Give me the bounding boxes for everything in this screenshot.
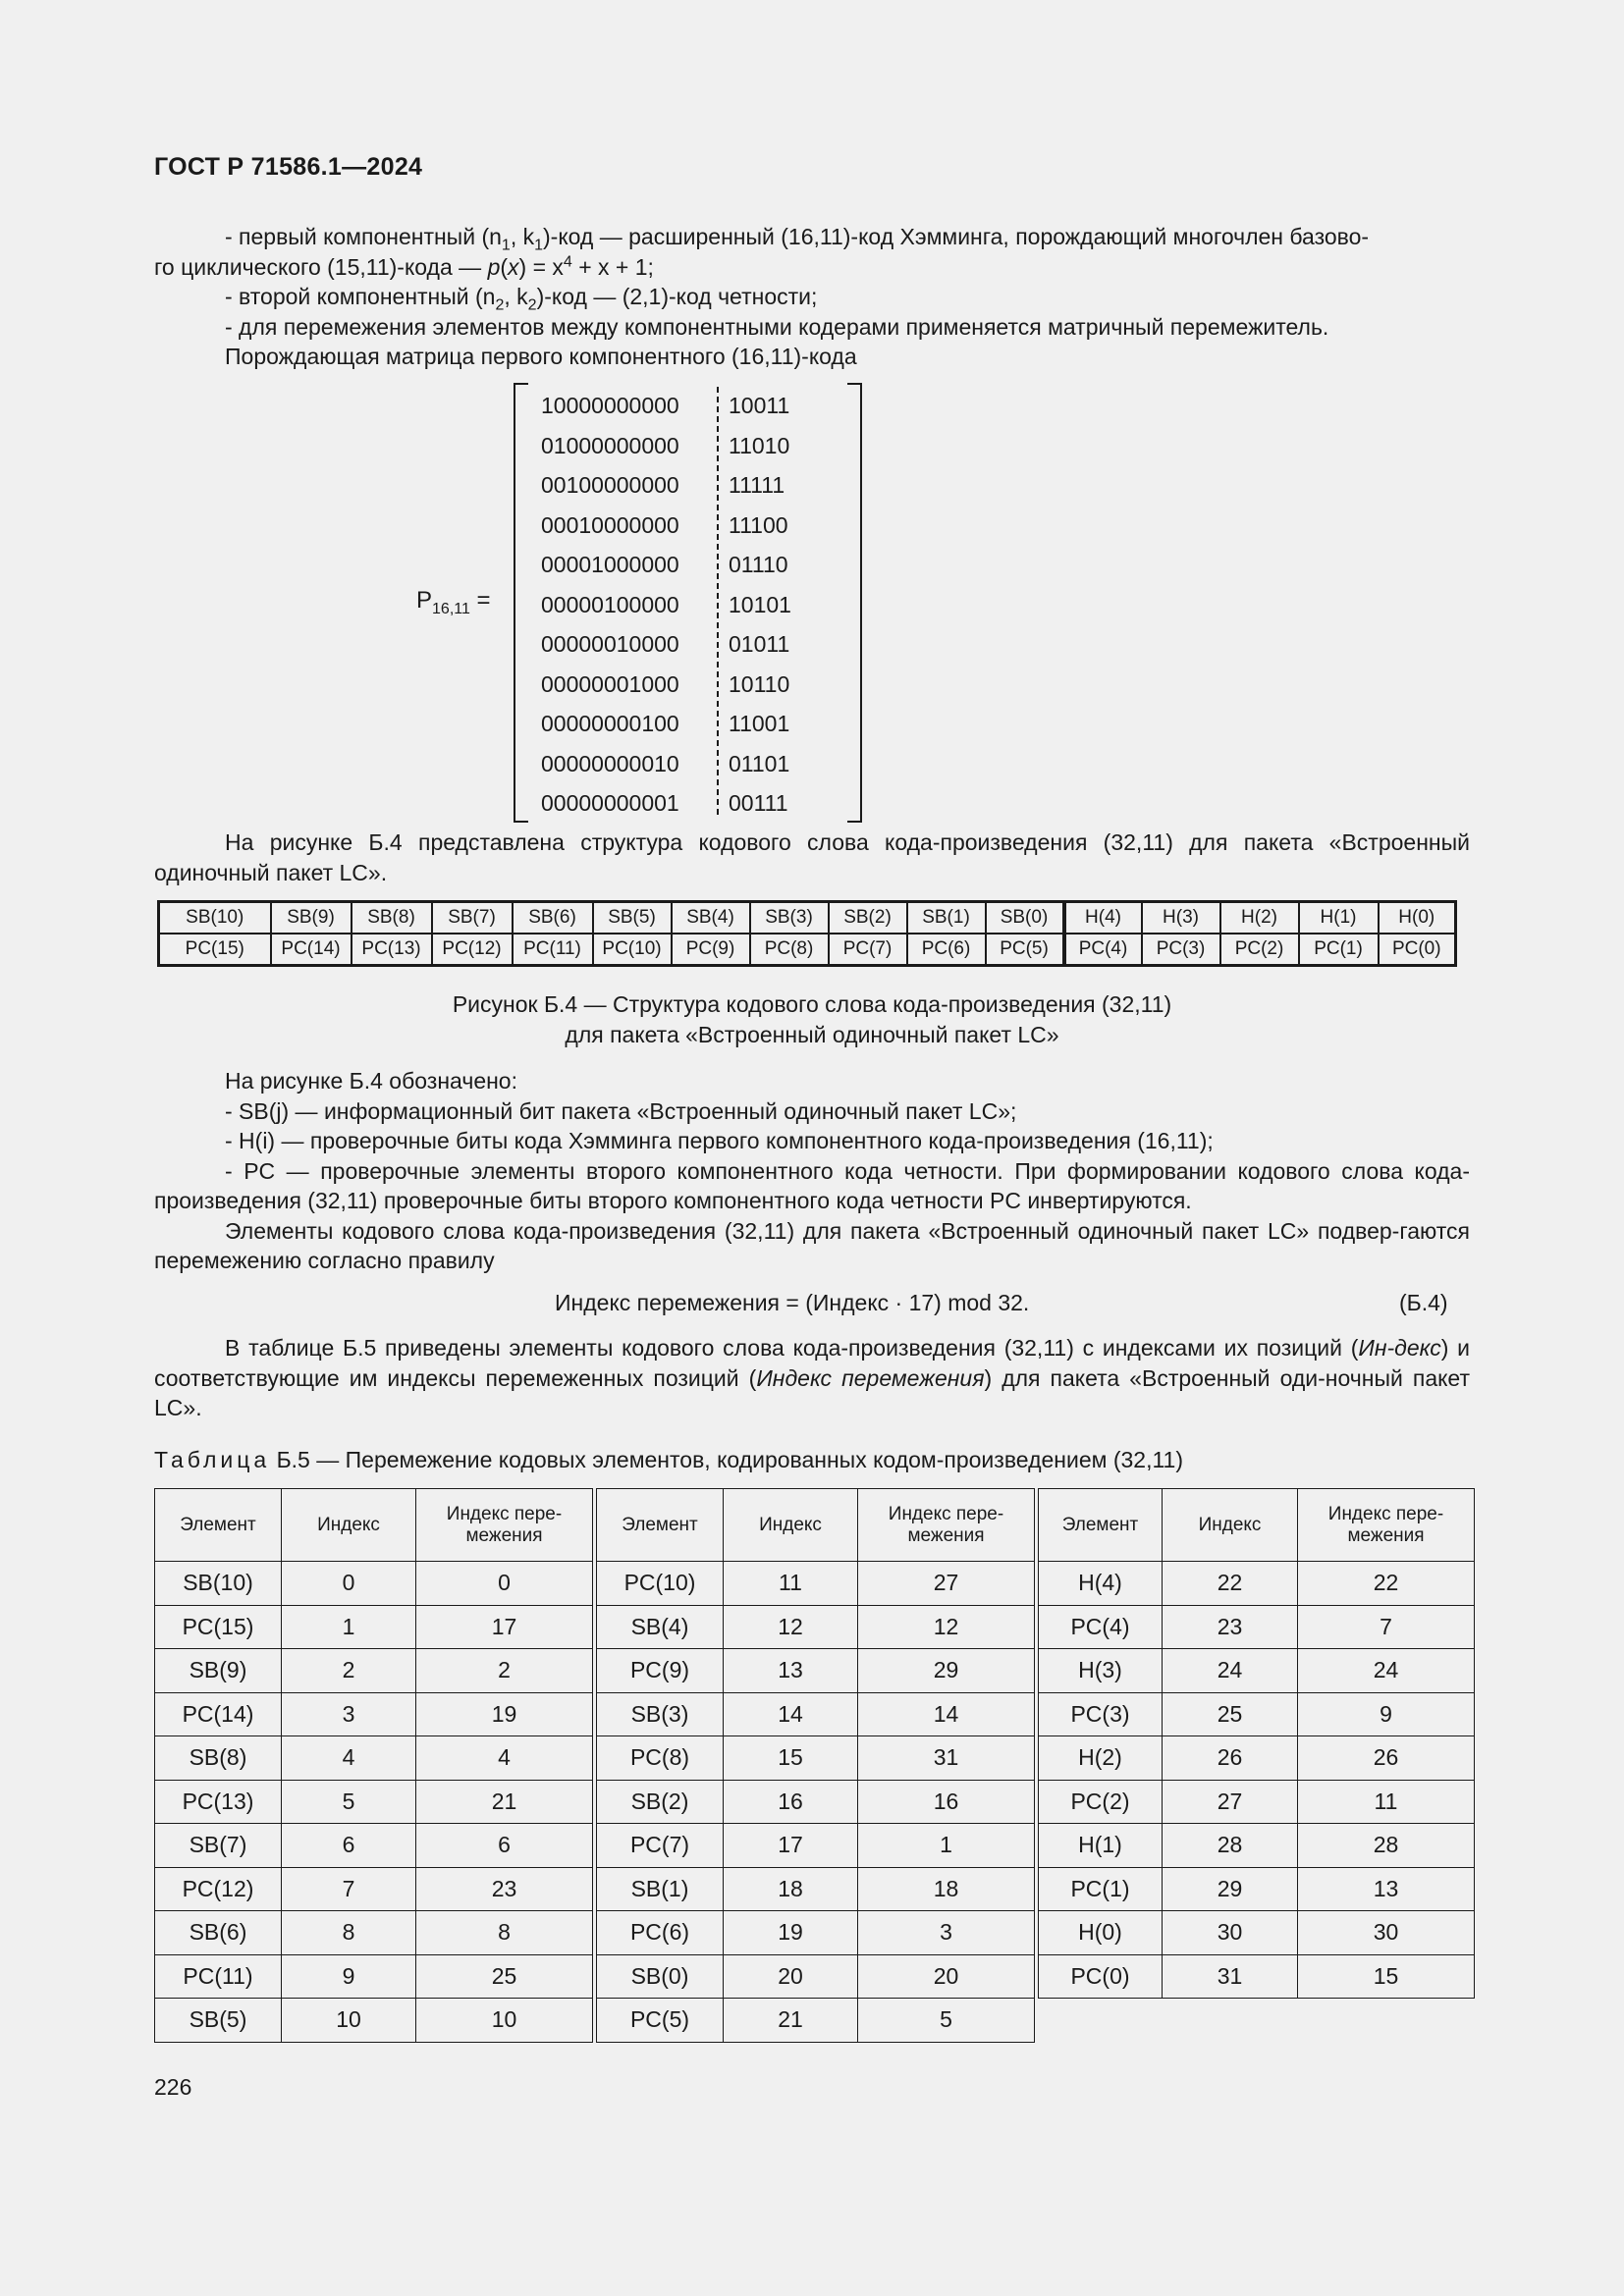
figure-legend	[154, 1066, 1470, 1276]
matrix-cell: 00000000100	[541, 711, 679, 736]
table-row	[1039, 1736, 1475, 1781]
table-row	[1039, 1867, 1475, 1911]
table-cell: 21	[724, 1999, 858, 2043]
column-header: Индекс пере-межения	[1298, 1489, 1475, 1562]
table-cell: 8	[282, 1911, 416, 1955]
table-row	[597, 1954, 1035, 1999]
table-cell: PC(3)	[1039, 1692, 1163, 1736]
table-cell: 1	[858, 1824, 1035, 1868]
table-cell: PC(7)	[597, 1824, 724, 1868]
structure-cell: PC(8)	[750, 934, 829, 966]
table-cell: SB(7)	[155, 1824, 282, 1868]
matrix-cell: 00000100000	[541, 591, 679, 617]
figure-caption-line: Рисунок Б.4 — Структура кодового слова кода-произведения (32,11)	[452, 991, 1172, 1017]
table-cell: 23	[416, 1867, 593, 1911]
legend-pc: - PC — проверочные элементы второго компонентного кода четности. При формировании кодового слова кода-произведения (32,11) проверочные биты второго компонентного кода четности PC инвертируются.	[154, 1157, 1470, 1213]
table-cell: 22	[1163, 1562, 1298, 1606]
figure-caption-line: для пакета «Встроенный одиночный пакет LC»	[565, 1021, 1059, 1047]
table-row	[597, 1649, 1035, 1693]
structure-cell: PC(13)	[352, 934, 432, 966]
matrix-cell: 01110	[729, 552, 788, 577]
table-cell: PC(5)	[597, 1999, 724, 2043]
column-header: Индекс	[1163, 1489, 1298, 1562]
table-cell: H(1)	[1039, 1824, 1163, 1868]
table-row	[1039, 1562, 1475, 1606]
matrix-cell: 11010	[729, 432, 790, 458]
matrix-cell: 01000000000	[541, 432, 679, 458]
table-cell: 7	[1298, 1605, 1475, 1649]
figure-intro: На рисунке Б.4 представлена структура кодового слова кода-произведения (32,11) для пакета «Встроенный одиночный пакет LC».	[154, 829, 1470, 885]
structure-cell: PC(2)	[1220, 934, 1299, 966]
table-cell: PC(6)	[597, 1911, 724, 1955]
table-row	[597, 1911, 1035, 1955]
table-cell: SB(2)	[597, 1780, 724, 1824]
table-cell: H(3)	[1039, 1649, 1163, 1693]
structure-cell: SB(1)	[907, 902, 986, 934]
table-header-row	[1039, 1489, 1475, 1562]
table-cell: 10	[416, 1999, 593, 2043]
table-caption: Таблица Б.5 — Перемежение кодовых элементов, кодированных кодом-произведением (32,11)	[154, 1447, 1183, 1472]
table-row	[1039, 1692, 1475, 1736]
table-cell: 2	[416, 1649, 593, 1693]
table-intro: В таблице Б.5 приведены элементы кодового слова кода-произведения (32,11) с индексами их позиций (Ин-декс) и соответствующие им индексы перемеженных позиций (Индекс перемежения) для пакета «Встроенный оди-ночный пакет LC».	[154, 1335, 1471, 1420]
table-block-3	[1038, 1488, 1475, 1999]
matrix-cell: 00000000010	[541, 750, 679, 776]
table-cell: H(2)	[1039, 1736, 1163, 1781]
structure-cell: PC(12)	[432, 934, 513, 966]
table-row	[1039, 1911, 1475, 1955]
table-cell: H(0)	[1039, 1911, 1163, 1955]
table-cell: 3	[858, 1911, 1035, 1955]
table-cell: 4	[282, 1736, 416, 1781]
matrix-cell: 10000000000	[541, 393, 679, 418]
column-header: Элемент	[1039, 1489, 1163, 1562]
table-cell: SB(4)	[597, 1605, 724, 1649]
table-cell: 24	[1298, 1649, 1475, 1693]
table-row	[155, 1867, 593, 1911]
table-cell: 22	[1298, 1562, 1475, 1606]
table-cell: 9	[282, 1954, 416, 1999]
matrix-right-column	[729, 386, 791, 824]
structure-cell: SB(7)	[432, 902, 513, 934]
table-cell: PC(13)	[155, 1780, 282, 1824]
table-cell: SB(5)	[155, 1999, 282, 2043]
structure-cell: H(0)	[1379, 902, 1456, 934]
table-cell: 28	[1163, 1824, 1298, 1868]
table-block-2	[596, 1488, 1035, 2043]
table-row	[155, 1562, 593, 1606]
table-cell: PC(12)	[155, 1867, 282, 1911]
matrix-left-bracket	[514, 383, 528, 823]
structure-cell: PC(15)	[159, 934, 271, 966]
table-cell: 29	[858, 1649, 1035, 1693]
table-cell: 6	[416, 1824, 593, 1868]
table-block-1	[154, 1488, 593, 2043]
table-cell: PC(9)	[597, 1649, 724, 1693]
table-cell: SB(0)	[597, 1954, 724, 1999]
structure-cell: PC(5)	[986, 934, 1064, 966]
matrix-right-bracket	[847, 383, 862, 823]
table-row	[1039, 1605, 1475, 1649]
table-row	[597, 1999, 1035, 2043]
structure-cell: SB(8)	[352, 902, 432, 934]
structure-row	[159, 934, 1456, 966]
structure-cell: SB(10)	[159, 902, 271, 934]
matrix-cell: 00000010000	[541, 631, 679, 657]
table-cell: SB(8)	[155, 1736, 282, 1781]
table-cell: 26	[1298, 1736, 1475, 1781]
matrix-label: $P_{16,11}$ =	[416, 587, 491, 617]
structure-row	[159, 902, 1456, 934]
table-cell: PC(0)	[1039, 1954, 1163, 1999]
table-cell: PC(15)	[155, 1605, 282, 1649]
structure-cell: PC(9)	[672, 934, 750, 966]
table-cell: 1	[282, 1605, 416, 1649]
matrix-cell: 00000000001	[541, 790, 679, 816]
page-number: 226	[154, 2074, 192, 2100]
structure-cell: PC(6)	[907, 934, 986, 966]
table-cell: 20	[724, 1954, 858, 1999]
formula: Индекс перемежения = (Индекс · 17) mod 32.	[555, 1290, 1030, 1315]
table-row	[155, 1824, 593, 1868]
intro-item-1-cont: го циклического (15,11)-кода — $p(x) = x^4 + x + 1$;	[154, 252, 654, 280]
table-cell: 17	[724, 1824, 858, 1868]
structure-cell: SB(2)	[829, 902, 907, 934]
table-cell: 5	[282, 1780, 416, 1824]
table-row	[155, 1954, 593, 1999]
table-cell: 19	[416, 1692, 593, 1736]
table-cell: 17	[416, 1605, 593, 1649]
table-row	[597, 1605, 1035, 1649]
table-header-row	[155, 1489, 593, 1562]
structure-cell: SB(0)	[986, 902, 1064, 934]
table-cell: SB(9)	[155, 1649, 282, 1693]
column-header: Элемент	[155, 1489, 282, 1562]
table-cell: 31	[1163, 1954, 1298, 1999]
structure-cell: PC(0)	[1379, 934, 1456, 966]
table-row	[597, 1824, 1035, 1868]
structure-cell: PC(14)	[271, 934, 352, 966]
intro-item-3: - для перемежения элементов между компонентными кодерами применяется матричный перемежитель.	[225, 313, 1329, 340]
table-cell: 18	[858, 1867, 1035, 1911]
column-header: Индекс пере-межения	[416, 1489, 593, 1562]
codeword-structure-figure	[157, 900, 1457, 967]
structure-cell: PC(3)	[1142, 934, 1220, 966]
structure-cell: SB(6)	[513, 902, 593, 934]
table-cell: 23	[1163, 1605, 1298, 1649]
table-cell: 13	[1298, 1867, 1475, 1911]
matrix-cell: 11001	[729, 711, 790, 736]
matrix-cell: 01011	[729, 631, 790, 657]
structure-cell: H(3)	[1142, 902, 1220, 934]
matrix-cell: 00001000000	[541, 552, 679, 577]
column-header: Индекс	[282, 1489, 416, 1562]
table-cell: 28	[1298, 1824, 1475, 1868]
table-row	[155, 1736, 593, 1781]
matrix-left-column	[541, 386, 679, 824]
table-cell: 18	[724, 1867, 858, 1911]
table-cell: 16	[724, 1780, 858, 1824]
matrix-cell: 11111	[729, 472, 785, 498]
legend-sb: - SB(j) — информационный бит пакета «Встроенный одиночный пакет LC»;	[225, 1097, 1017, 1124]
table-row	[1039, 1649, 1475, 1693]
table-cell: 14	[858, 1692, 1035, 1736]
matrix-cell: 10011	[729, 393, 790, 418]
table-cell: PC(1)	[1039, 1867, 1163, 1911]
table-cell: 20	[858, 1954, 1035, 1999]
structure-cell: PC(10)	[593, 934, 672, 966]
legend-h: - H(i) — проверочные биты кода Хэмминга первого компонентного кода-произведения (16,11);	[225, 1128, 1214, 1153]
table-cell: 12	[858, 1605, 1035, 1649]
legend-interleave: Элементы кодового слова кода-произведения (32,11) для пакета «Встроенный одиночный пакет LC» подвер-гаются перемежению согласно правилу	[154, 1217, 1470, 1273]
table-cell: 14	[724, 1692, 858, 1736]
table-cell: 9	[1298, 1692, 1475, 1736]
structure-cell: SB(5)	[593, 902, 672, 934]
table-row	[597, 1562, 1035, 1606]
table-cell: 13	[724, 1649, 858, 1693]
table-row	[1039, 1954, 1475, 1999]
table-cell: 7	[282, 1867, 416, 1911]
structure-cell: PC(7)	[829, 934, 907, 966]
table-row	[597, 1780, 1035, 1824]
table-cell: PC(4)	[1039, 1605, 1163, 1649]
table-cell: 15	[1298, 1954, 1475, 1999]
table-cell: 3	[282, 1692, 416, 1736]
matrix-cell: 00111	[729, 790, 788, 816]
table-cell: 11	[1298, 1780, 1475, 1824]
table-row	[1039, 1824, 1475, 1868]
document-header: ГОСТ Р 71586.1—2024	[154, 153, 423, 181]
structure-cell: SB(3)	[750, 902, 829, 934]
table-cell: 16	[858, 1780, 1035, 1824]
table-cell: 5	[858, 1999, 1035, 2043]
column-header: Индекс пере-межения	[858, 1489, 1035, 1562]
structure-cell: SB(9)	[271, 902, 352, 934]
table-row	[597, 1692, 1035, 1736]
table-cell: 6	[282, 1824, 416, 1868]
table-cell: 27	[858, 1562, 1035, 1606]
table-cell: 24	[1163, 1649, 1298, 1693]
table-cell: SB(1)	[597, 1867, 724, 1911]
column-header: Индекс	[724, 1489, 858, 1562]
table-cell: SB(10)	[155, 1562, 282, 1606]
table-row	[597, 1736, 1035, 1781]
matrix-cell: 10101	[729, 591, 791, 617]
table-cell: PC(14)	[155, 1692, 282, 1736]
table-cell: 21	[416, 1780, 593, 1824]
intro-item-1: - первый компонентный ($n_1$, $k_1$)-код — расширенный (16,11)-код Хэмминга, порождающий многочлен базово-	[225, 224, 1370, 254]
table-cell: PC(10)	[597, 1562, 724, 1606]
structure-cell: H(1)	[1299, 902, 1379, 934]
table-cell: SB(6)	[155, 1911, 282, 1955]
interleave-table	[154, 1488, 1475, 2043]
figure-caption	[154, 989, 1470, 1049]
table-cell: 10	[282, 1999, 416, 2043]
table-cell: 2	[282, 1649, 416, 1693]
table-row	[155, 1780, 593, 1824]
matrix-divider	[717, 387, 719, 815]
matrix-cell: 00100000000	[541, 472, 679, 498]
matrix-cell: 01101	[729, 750, 790, 776]
table-cell: 0	[282, 1562, 416, 1606]
table-cell: 0	[416, 1562, 593, 1606]
table-cell: 25	[1163, 1692, 1298, 1736]
intro-item-4: Порождающая матрица первого компонентного (16,11)-кода	[225, 344, 857, 369]
table-cell: 12	[724, 1605, 858, 1649]
table-cell: 19	[724, 1911, 858, 1955]
column-header: Элемент	[597, 1489, 724, 1562]
table-row	[1039, 1780, 1475, 1824]
legend-intro: На рисунке Б.4 обозначено:	[225, 1068, 517, 1094]
intro-block	[154, 222, 1470, 372]
table-cell: 26	[1163, 1736, 1298, 1781]
table-cell: H(4)	[1039, 1562, 1163, 1606]
table-cell: 8	[416, 1911, 593, 1955]
table-cell: 11	[724, 1562, 858, 1606]
table-row	[155, 1692, 593, 1736]
table-row	[155, 1605, 593, 1649]
structure-cell: H(2)	[1220, 902, 1299, 934]
matrix-cell: 00010000000	[541, 511, 679, 538]
table-cell: 4	[416, 1736, 593, 1781]
table-cell: 30	[1298, 1911, 1475, 1955]
table-row	[155, 1911, 593, 1955]
table-cell: PC(8)	[597, 1736, 724, 1781]
structure-cell: PC(1)	[1299, 934, 1379, 966]
table-cell: PC(11)	[155, 1954, 282, 1999]
table-row	[155, 1999, 593, 2043]
matrix-cell: 00000001000	[541, 670, 679, 697]
table-cell: PC(2)	[1039, 1780, 1163, 1824]
structure-cell: H(4)	[1064, 902, 1142, 934]
structure-cell: SB(4)	[672, 902, 750, 934]
table-row	[155, 1649, 593, 1693]
table-cell: 25	[416, 1954, 593, 1999]
structure-cell: PC(4)	[1064, 934, 1142, 966]
matrix-cell: 10110	[729, 670, 790, 697]
intro-item-2: - второй компонентный ($n_2$, $k_2$)-код — (2,1)-код четности;	[225, 284, 818, 314]
table-header-row	[597, 1489, 1035, 1562]
structure-cell: PC(11)	[513, 934, 593, 966]
table-row	[597, 1867, 1035, 1911]
table-cell: SB(3)	[597, 1692, 724, 1736]
table-cell: 15	[724, 1736, 858, 1781]
table-cell: 30	[1163, 1911, 1298, 1955]
formula-number: (Б.4)	[1399, 1290, 1448, 1315]
table-cell: 29	[1163, 1867, 1298, 1911]
table-cell: 27	[1163, 1780, 1298, 1824]
matrix-cell: 11100	[729, 511, 788, 538]
table-cell: 31	[858, 1736, 1035, 1781]
